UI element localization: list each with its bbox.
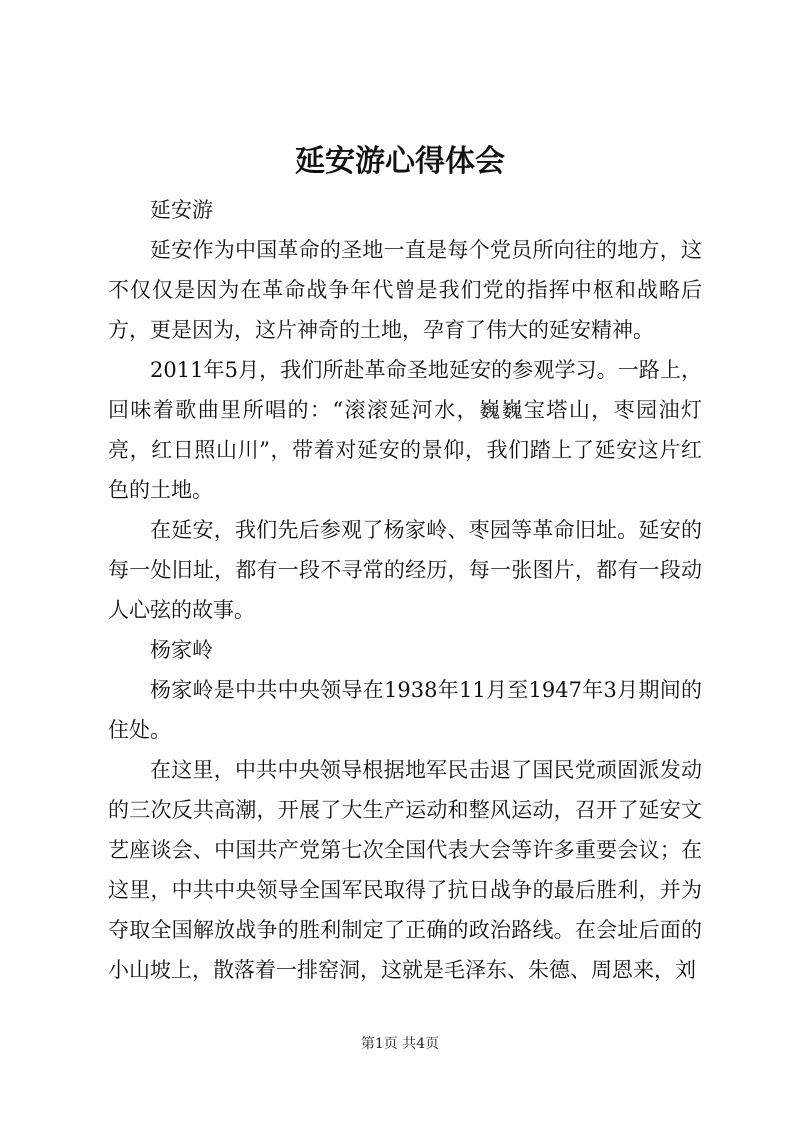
document-body xyxy=(108,190,702,990)
section-heading-yanan: 延安游 xyxy=(150,198,213,222)
paragraph-intro: 延安作为中国革命的圣地一直是每个党员所向往的地方，这不仅仅是因为在革命战争年代曾是我们党的指挥中枢和战略后方，更是因为，这片神奇的土地，孕育了伟大的延安精神。 xyxy=(108,238,702,342)
paragraph-trip: 2011年5月，我们所赴革命圣地延安的参观学习。一路上，回味着歌曲里所唱的：“滚滚延河水，巍巍宝塔山，枣园油灯亮，红日照山川”，带着对延安的景仰，我们踏上了延安这片红色的土地。 xyxy=(108,358,702,502)
paragraph-yangjialing-history: 在这里，中共中央领导根据地军民击退了国民党顽固派发动的三次反共高潮，开展了大生产运动和整风运动，召开了延安文艺座谈会、中国共产党第七次全国代表大会等许多重要会议；在这里，中共中央领导全国军民取得了抗日战争的最后胜利，并为夺取全国解放战争的胜利制定了正确的政治路线。在会址后面的小山坡上，散落着一排窑洞，这就是毛泽东、朱德、周恩来，刘 xyxy=(108,758,702,982)
page-number-footer: 第1页 共4页 xyxy=(360,1036,440,1052)
document-title: 延安游心得体会 xyxy=(295,144,505,179)
paragraph-yangjialing-residence: 杨家岭是中共中央领导在1938年11月至1947年3月期间的住处。 xyxy=(108,678,702,742)
section-heading-yangjialing: 杨家岭 xyxy=(150,638,213,662)
paragraph-sites: 在延安，我们先后参观了杨家岭、枣园等革命旧址。延安的每一处旧址，都有一段不寻常的经历，每一张图片，都有一段动人心弦的故事。 xyxy=(108,518,702,622)
